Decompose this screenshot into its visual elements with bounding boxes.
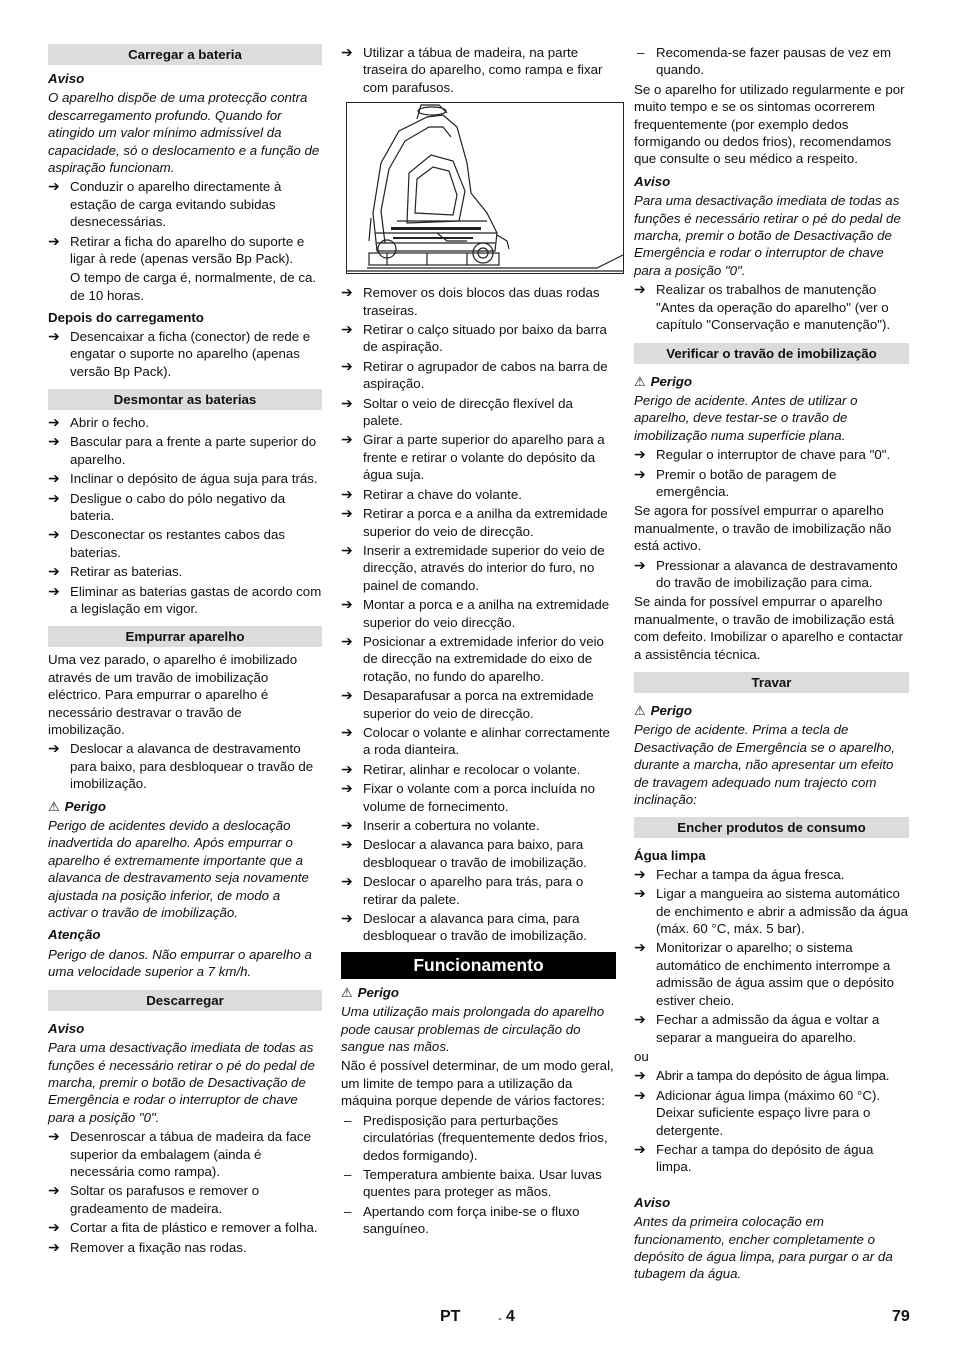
step: ➔ Desconectar os restantes cabos das baterias. bbox=[48, 526, 286, 560]
arrow-icon: ➔ bbox=[48, 413, 60, 430]
step: ➔ Pressionar a alavanca de destravamento do travão de imobilização para cima. bbox=[634, 556, 898, 590]
step: ➔ Soltar os parafusos e remover o gradeamento de madeira. bbox=[48, 1182, 260, 1216]
step: ➔ Desenroscar a tábua de madeira da face superior da embalagem (ainda é necessária como rampa). bbox=[48, 1128, 311, 1179]
arrow-icon: ➔ bbox=[634, 939, 646, 956]
perigo-text: Perigo de acidente. Antes de utilizar o aparelho, deve testar-se o travão de imobilização numa superfície plana. bbox=[634, 392, 858, 443]
arrow-icon: ➔ bbox=[48, 1128, 60, 1145]
heading-desmontar-baterias: Desmontar as baterias bbox=[48, 389, 322, 410]
arrow-icon: ➔ bbox=[634, 1011, 646, 1028]
perigo-label: ⚠ Perigo bbox=[341, 984, 400, 1000]
paragraph: Uma vez parado, o aparelho é imobilizado através de um travão de imobilização eléctrico. Para empurrar o aparelho é necessário destravar o travão de imobilização. bbox=[48, 652, 298, 737]
arrow-icon: ➔ bbox=[48, 740, 60, 757]
aviso-text: Para uma desactivação imediata de todas as funções é necessário retirar o pé do pedal de marcha, premir o botão de Desactivação de Emergência e rodar o interruptor de chave para a posição "0". bbox=[48, 1040, 315, 1125]
step: ➔ Retirar a chave do volante. bbox=[341, 485, 522, 502]
warning-icon: ⚠ bbox=[634, 703, 646, 718]
step: ➔ Utilizar a tábua de madeira, na parte traseira do aparelho, como rampa e fixar com parafusos. bbox=[341, 44, 603, 95]
heading-empurrar-aparelho: Empurrar aparelho bbox=[48, 626, 322, 647]
arrow-icon: ➔ bbox=[634, 885, 646, 902]
step: ➔ Desaparafusar a porca na extremidade superior do veio de direcção. bbox=[341, 687, 594, 721]
step: ➔ Ligar a mangueira ao sistema automático de enchimento e abrir a admissão da água (máx. 60 °C, máx. 5 bar). bbox=[634, 885, 909, 937]
arrow-icon: ➔ bbox=[341, 431, 353, 448]
step: ➔ Abrir a tampa do depósito de água limpa. bbox=[634, 1067, 890, 1084]
step: ➔ Fechar a tampa do depósito de água limpa. bbox=[634, 1140, 874, 1175]
step: ➔ Retirar a ficha do aparelho do suporte e ligar à rede (apenas versão Bp Pack). bbox=[48, 232, 305, 267]
step: ➔ Inserir a extremidade superior do veio de direcção, através do interior do furo, no painel de comando. bbox=[341, 541, 605, 593]
arrow-icon: ➔ bbox=[48, 327, 60, 344]
step: ➔ Bascular para a frente a parte superior do aparelho. bbox=[48, 433, 317, 467]
step: ➔ Abrir o fecho. bbox=[48, 413, 150, 430]
arrow-icon: ➔ bbox=[634, 1086, 646, 1103]
dash-item: – Temperatura ambiente baixa. Usar luvas quentes para proteger as mãos. bbox=[344, 1166, 602, 1200]
paragraph: Se agora for possível empurrar o aparelho manualmente, o travão de imobilização não está activo. bbox=[634, 503, 892, 554]
dash-item: – Apertando com força inibe-se o fluxo sanguíneo. bbox=[344, 1203, 580, 1237]
dash-item: – Recomenda-se fazer pausas de vez em quando. bbox=[637, 45, 892, 78]
step: ➔ Colocar o volante e alinhar correctamente a roda dianteira. bbox=[341, 723, 610, 758]
step: ➔ Montar a porca e a anilha na extremidade superior do veio direcção. bbox=[341, 596, 610, 630]
arrow-icon: ➔ bbox=[341, 910, 353, 927]
arrow-icon: ➔ bbox=[48, 1219, 60, 1236]
atencao-text: Perigo de danos. Não empurrar o aparelho a uma velocidade superior a 7 km/h. bbox=[48, 946, 312, 980]
arrow-icon: ➔ bbox=[341, 873, 353, 890]
perigo-label: ⚠ Perigo bbox=[634, 703, 693, 718]
step: ➔ Retirar, alinhar e recolocar o volante. bbox=[341, 760, 581, 777]
warning-icon: ⚠ bbox=[341, 984, 353, 1000]
column-middle bbox=[341, 44, 616, 1240]
step: ➔ Adicionar água limpa (máximo 60 °C). Deixar suficiente espaço livre para o detergente. bbox=[634, 1086, 881, 1138]
paragraph: Se o aparelho for utilizado regularmente e por muito tempo e se os sintomas ocorrerem frequentemente (por exemplo dedos formigando ou dedos frios), recomendamos que consulte o seu médico a respeito. bbox=[634, 81, 905, 167]
arrow-icon: ➔ bbox=[341, 284, 353, 301]
subheading-depois: Depois do carregamento bbox=[48, 310, 204, 326]
step: ➔ Retirar as baterias. bbox=[48, 563, 183, 580]
step: ➔ Girar a parte superior do aparelho para a frente e retirar o volante do depósito da água suja. bbox=[341, 431, 605, 483]
step: ➔ Conduzir o aparelho directamente à estação de carga evitando subidas desnecessárias. bbox=[48, 178, 282, 230]
arrow-icon: ➔ bbox=[341, 394, 353, 411]
arrow-icon: ➔ bbox=[341, 687, 353, 704]
step: ➔ Fechar a admissão da água e voltar a separar a mangueira do aparelho. bbox=[634, 1011, 880, 1045]
perigo-label: ⚠ Perigo bbox=[48, 798, 107, 814]
scrubber-drawing bbox=[347, 103, 623, 273]
step: ➔ Regular o interruptor de chave para "0". bbox=[634, 446, 891, 463]
arrow-icon: ➔ bbox=[634, 465, 646, 482]
step: ➔ Remover a fixação nas rodas. bbox=[48, 1238, 247, 1255]
arrow-icon: ➔ bbox=[341, 760, 353, 777]
arrow-icon: ➔ bbox=[634, 446, 646, 463]
step: ➔ Realizar os trabalhos de manutenção "Antes da operação do aparelho" (ver o capítulo "Conservação e manutenção"). bbox=[634, 281, 891, 333]
arrow-icon: ➔ bbox=[48, 489, 60, 506]
column-left bbox=[48, 44, 322, 1258]
arrow-icon: ➔ bbox=[634, 865, 646, 882]
machine-on-pallet-illustration bbox=[346, 102, 624, 274]
arrow-icon: ➔ bbox=[48, 1182, 60, 1199]
arrow-icon: ➔ bbox=[341, 44, 353, 60]
perigo-label: ⚠ Perigo bbox=[634, 373, 693, 389]
heading-carregar-bateria: Carregar a bateria bbox=[48, 44, 322, 65]
footer-section-number: 4 bbox=[506, 1308, 515, 1325]
aviso-text: Para uma desactivação imediata de todas as funções é necessário retirar o pé do pedal de marcha, premir o botão de Desactivação de Emergência e rodar o interruptor de chave para a posição "0". bbox=[634, 193, 901, 278]
step: ➔ Soltar o veio de direcção flexível da palete. bbox=[341, 394, 573, 429]
step: ➔ Retirar o calço situado por baixo da barra de aspiração. bbox=[341, 321, 607, 355]
step: ➔ Inserir a cobertura no volante. bbox=[341, 817, 540, 833]
step: ➔ Deslocar a alavanca para baixo, para desbloquear o travão de imobilização. bbox=[341, 836, 587, 870]
step: ➔ Premir o botão de paragem de emergência. bbox=[634, 465, 837, 499]
step: ➔ Inclinar o depósito de água suja para trás. bbox=[48, 470, 318, 487]
perigo-text: Perigo de acidente. Prima a tecla de Desactivação de Emergência se o aparelho, durante a marcha, não apresentar um efeito de travagem adequado num trajecto com inclinação: bbox=[634, 722, 895, 808]
paragraph: Se ainda for possível empurrar o aparelho manualmente, o travão de imobilização está com defeito. Imobilizar o aparelho e contactar a assistência técnica. bbox=[634, 594, 904, 662]
step: ➔ Desencaixar a ficha (conector) de rede e engatar o suporte no aparelho (apenas versão Bp Pack). bbox=[48, 327, 311, 379]
step: ➔ Desligue o cabo do pólo negativo da bateria. bbox=[48, 489, 286, 523]
arrow-icon: ➔ bbox=[48, 582, 60, 599]
aviso-label: Aviso bbox=[634, 173, 671, 189]
arrow-icon: ➔ bbox=[341, 817, 353, 833]
step: ➔ Cortar a fita de plástico e remover a folha. bbox=[48, 1219, 318, 1236]
arrow-icon: ➔ bbox=[341, 836, 353, 853]
arrow-icon: ➔ bbox=[341, 596, 353, 613]
step: ➔ Posicionar a extremidade inferior do veio de direcção na extremidade do eixo de rotação, no fundo do aparelho. bbox=[341, 632, 604, 684]
step: ➔ Fechar a tampa da água fresca. bbox=[634, 865, 845, 882]
arrow-icon: ➔ bbox=[48, 178, 60, 195]
atencao-label: Atenção bbox=[48, 927, 101, 943]
perigo-text: Perigo de acidentes devido a deslocação inadvertida do aparelho. Após empurrar o aparelho é extremamente importante que a alavanca de destravamento seja novamente ajustada na posição inferior, de modo a activar o travão de imobilização. bbox=[48, 818, 309, 921]
aviso-text: O aparelho dispõe de uma protecção contra descarregamento profundo. Quando for atingido um valor mínimo admissível da capacidade, só o deslocamento e a função de aspiração funcionam. bbox=[48, 90, 320, 176]
column-right bbox=[634, 44, 909, 1285]
warning-icon: ⚠ bbox=[634, 373, 646, 389]
warning-icon: ⚠ bbox=[48, 798, 60, 814]
aviso-label: Aviso bbox=[48, 71, 85, 86]
section-heading-funcionamento: Funcionamento bbox=[341, 952, 616, 979]
arrow-icon: ➔ bbox=[341, 357, 353, 374]
step: ➔ Eliminar as baterias gastas de acordo com a legislação em vigor. bbox=[48, 582, 322, 616]
heading-travar: Travar bbox=[634, 672, 909, 693]
step: ➔ Deslocar a alavanca de destravamento para baixo, para desbloquear o travão de imobilização. bbox=[48, 740, 314, 792]
arrow-icon: ➔ bbox=[341, 321, 353, 338]
footer-language: PT bbox=[440, 1308, 461, 1325]
page-number: 79 bbox=[892, 1308, 910, 1325]
arrow-icon: ➔ bbox=[341, 780, 353, 797]
arrow-icon: ➔ bbox=[341, 505, 353, 522]
step: ➔ Fixar o volante com a porca incluída no volume de fornecimento. bbox=[341, 780, 596, 814]
heading-verificar-travao: Verificar o travão de imobilização bbox=[634, 343, 909, 364]
aviso-label: Aviso bbox=[634, 1194, 671, 1210]
arrow-icon: ➔ bbox=[341, 632, 353, 649]
arrow-icon: ➔ bbox=[341, 485, 353, 502]
aviso-label: Aviso bbox=[48, 1020, 85, 1036]
aviso-text: Antes da primeira colocação em funcionamento, encher completamente o depósito de água limpa, para purgar o ar da tubagem da água. bbox=[634, 1214, 893, 1282]
heading-descarregar: Descarregar bbox=[48, 990, 322, 1011]
arrow-icon: ➔ bbox=[48, 526, 60, 543]
step: ➔ Retirar a porca e a anilha da extremidade superior do veio de direcção. bbox=[341, 505, 608, 539]
arrow-icon: ➔ bbox=[48, 433, 60, 450]
footer-dash: - bbox=[498, 1311, 502, 1325]
arrow-icon: ➔ bbox=[634, 1140, 646, 1157]
step: ➔ Monitorizar o aparelho; o sistema automático de enchimento interrompe a admissão de água assim que o depósito estiver cheio. bbox=[634, 939, 895, 1008]
arrow-icon: ➔ bbox=[48, 232, 60, 249]
arrow-icon: ➔ bbox=[48, 470, 60, 487]
step: ➔ Remover os dois blocos das duas rodas traseiras. bbox=[341, 284, 600, 318]
step: ➔ Deslocar a alavanca para cima, para desbloquear o travão de imobilização. bbox=[341, 910, 587, 944]
or-text: ou bbox=[634, 1048, 649, 1064]
perigo-text: Uma utilização mais prolongada do aparelho pode causar problemas de circulação do sangue nas mãos. bbox=[341, 1004, 605, 1055]
arrow-icon: ➔ bbox=[634, 556, 646, 573]
heading-encher-produtos: Encher produtos de consumo bbox=[634, 817, 909, 838]
step: ➔ Deslocar o aparelho para trás, para o retirar da palete. bbox=[341, 873, 584, 907]
step: ➔ Retirar o agrupador de cabos na barra de aspiração. bbox=[341, 357, 608, 392]
dash-item: – Predisposição para perturbações circulatórias (frequentemente dedos frios, dedos formigando). bbox=[344, 1112, 608, 1163]
subheading-agua-limpa: Água limpa bbox=[634, 848, 706, 864]
paragraph: Não é possível determinar, de um modo geral, um limite de tempo para a utilização da máquina porque depende de vários factores: bbox=[341, 1058, 614, 1109]
step-note: O tempo de carga é, normalmente, de ca. de 10 horas. bbox=[70, 270, 317, 303]
arrow-icon: ➔ bbox=[341, 723, 353, 740]
arrow-icon: ➔ bbox=[634, 281, 646, 298]
arrow-icon: ➔ bbox=[48, 1238, 60, 1255]
arrow-icon: ➔ bbox=[341, 541, 353, 558]
arrow-icon: ➔ bbox=[48, 563, 60, 580]
arrow-icon: ➔ bbox=[634, 1067, 646, 1084]
